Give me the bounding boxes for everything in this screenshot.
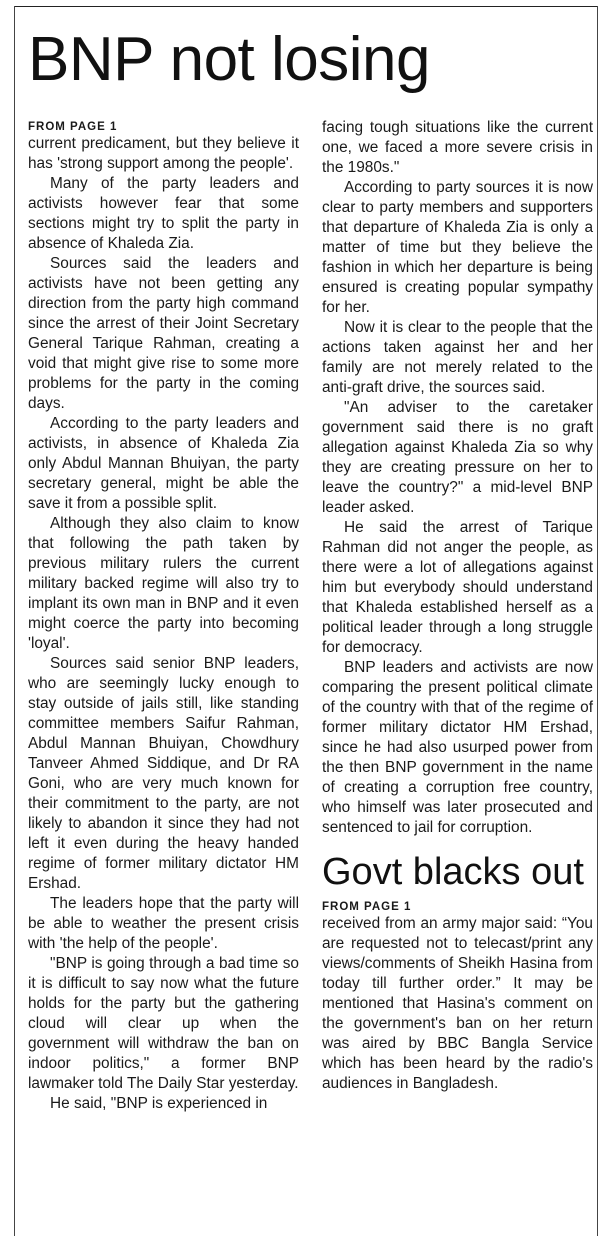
top-rule bbox=[14, 6, 598, 7]
paragraph: Many of the party leaders and activists however fear that some sections might try to split the party in absence of Khaleda Zia. bbox=[28, 175, 299, 252]
paragraph: "BNP is going through a bad time so it is difficult to say now what the future holds for the party but the gathering cloud will clear up when the government will withdraw the ban on indoor politics," a former BNP lawmaker told The Daily Star yesterday. bbox=[28, 955, 299, 1092]
paragraph: received from an army major said: “You are requested not to telecast/print any views/comments of Sheikh Hasina from today till further order.” It may be mentioned that Hasina's comment on the government's ban on her return was aired by BBC Bangla Service which has been heard by the radio's audiences in Bangladesh. bbox=[322, 915, 593, 1092]
paragraph: According to party sources it is now clear to party members and supporters that departure of Khaleda Zia is only a matter of time but they believe the fashion in which her departure is being ensured is creating popular sympathy for her. bbox=[322, 179, 593, 316]
paragraph: "An adviser to the caretaker government said there is no graft allegation against Khaleda Zia so why they are creating pressure on her to leave the country?" a mid-level BNP leader asked. bbox=[322, 399, 593, 516]
paragraph: Sources said the leaders and activists have not been getting any direction from the party high command since the arrest of their Joint Secretary General Tarique Rahman, creating a void that might give rise to some more problems for the party in the coming days. bbox=[28, 255, 299, 412]
paragraph: The leaders hope that the party will be able to weather the present crisis with 'the help of the people'. bbox=[28, 895, 299, 952]
from-page-label: FROM PAGE 1 bbox=[28, 121, 118, 133]
article-headline: BNP not losing bbox=[28, 25, 430, 94]
paragraph: Although they also claim to know that following the path taken by previous military rulers the current military backed regime will also try to implant its own man in BNP and it even might coerce the party into becoming 'loyal'. bbox=[28, 515, 299, 652]
left-border bbox=[14, 6, 15, 1236]
paragraph: Now it is clear to the people that the actions taken against her and her family are not merely related to the anti-graft drive, the sources said. bbox=[322, 319, 593, 396]
article-left-column bbox=[28, 120, 299, 1114]
paragraph: According to the party leaders and activists, in absence of Khaleda Zia only Abdul Mannan Bhuiyan, the party secretary general, might be able the save it from a possible split. bbox=[28, 415, 299, 512]
paragraph: facing tough situations like the current one, we faced a more severe crisis in the 1980s." bbox=[322, 119, 593, 176]
paragraph: current predicament, but they believe it has 'strong support among the people'. bbox=[28, 135, 299, 172]
second-article-headline: Govt blacks out bbox=[322, 851, 584, 893]
right-border bbox=[597, 6, 598, 1236]
paragraph: Sources said senior BNP leaders, who are seemingly lucky enough to stay outside of jails still, like standing committee members Saifur Rahman, Abdul Mannan Bhuiyan, Chowdhury Tanveer Ahmed Siddique, and Dr RA Goni, who are very much known for their commitment to the party, are not likely to abandon it since they had not left it even during the heavy handed regime of former military dictator HM Ershad. bbox=[28, 655, 299, 892]
paragraph: He said, "BNP is experienced in bbox=[50, 1095, 268, 1112]
article-right-column bbox=[322, 118, 593, 1094]
paragraph: He said the arrest of Tarique Rahman did not anger the people, as there were a lot of allegations against him but everybody should understand that Khaleda established herself as a political leader through a long struggle for democracy. bbox=[322, 519, 593, 656]
from-page-label: FROM PAGE 1 bbox=[322, 901, 412, 913]
paragraph: BNP leaders and activists are now comparing the present political climate of the country with that of the regime of former military dictator HM Ershad, since he had also usurped power from the then BNP government in the name of creating a corruption free country, who himself was later prosecuted and sentenced to jail for corruption. bbox=[322, 659, 593, 836]
